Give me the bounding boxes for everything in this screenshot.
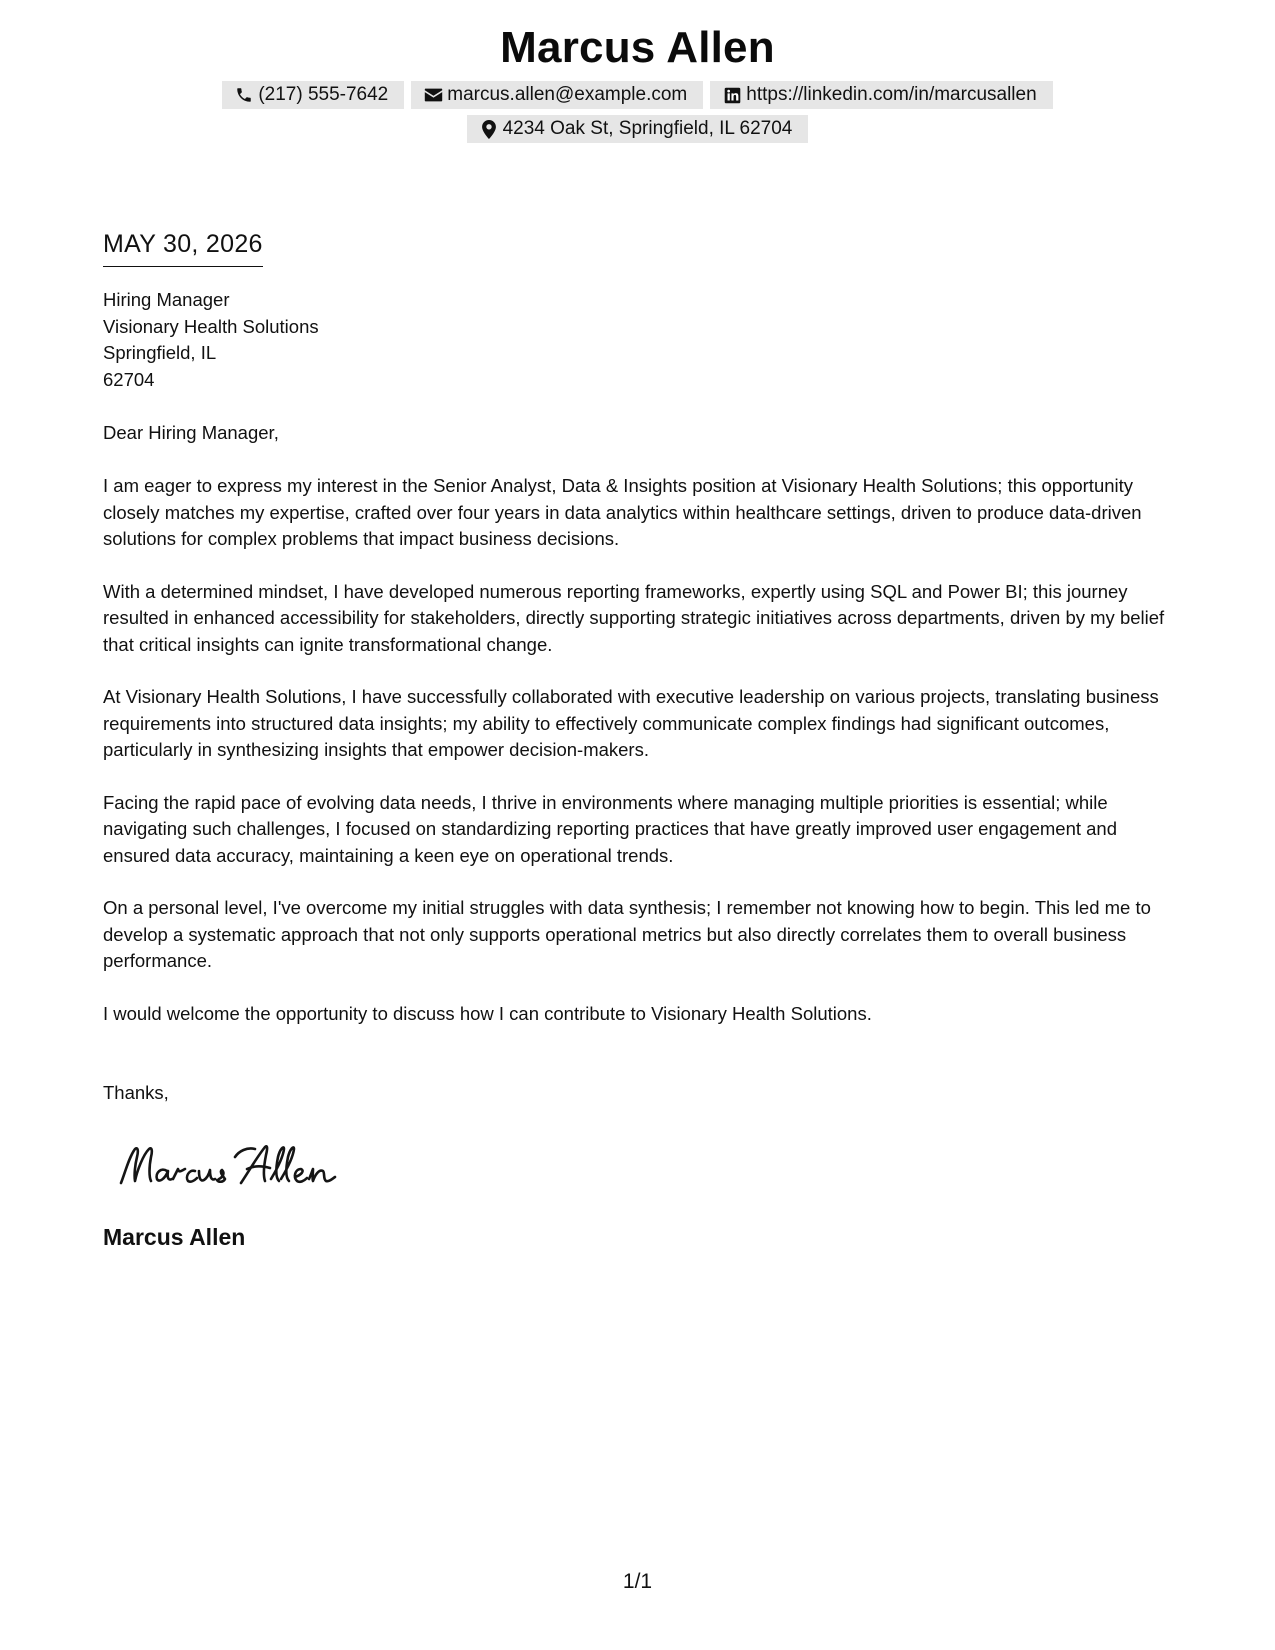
- body-paragraph: I would welcome the opportunity to discuss how I can contribute to Visionary Health Solutions.: [103, 1002, 872, 1024]
- map-marker-icon: [479, 119, 499, 139]
- letter-date: MAY 30, 2026: [103, 228, 263, 267]
- phone-chip: [222, 81, 404, 109]
- recipient-address-block: [103, 287, 319, 393]
- address-text: 4234 Oak St, Springfield, IL 62704: [502, 118, 793, 139]
- body-paragraph: At Visionary Health Solutions, I have successfully collaborated with executive leadership on various projects, translating business requirements into structured data insights; my ability to effectively communicate complex findings had significant outcomes, particularly in synthesizing insights that empower decision-makers.: [103, 686, 1159, 760]
- recipient-city-state: Springfield, IL: [103, 342, 217, 363]
- salutation: Dear Hiring Manager,: [103, 422, 279, 443]
- handwritten-signature: [115, 1135, 355, 1195]
- recipient-zip: 62704: [103, 368, 155, 390]
- body-paragraph: I am eager to express my interest in the Senior Analyst, Data & Insights position at Visionary Health Solutions; this opportunity closely matches my expertise, crafted over four years in data analytics within healthcare settings, driven to produce data-driven solutions for complex problems that impact business decisions.: [103, 475, 1142, 549]
- recipient-title: Hiring Manager: [103, 289, 230, 310]
- recipient-company: Visionary Health Solutions: [103, 315, 319, 337]
- letter-body: [103, 473, 1183, 1053]
- contact-info-row: [0, 81, 1275, 109]
- phone-icon: [234, 85, 254, 105]
- applicant-name-heading: Marcus Allen: [500, 23, 775, 72]
- linkedin-icon: [722, 85, 742, 105]
- body-paragraph: Facing the rapid pace of evolving data needs, I thrive in environments where managing multiple priorities is essential; while navigating such challenges, I focused on standardizing reporting practices that have greatly improved user engagement and ensured data accuracy, maintaining a keen eye on operational trends.: [103, 791, 1118, 866]
- phone-text: (217) 555-7642: [258, 84, 389, 105]
- page-indicator: 1/1: [622, 1570, 653, 1593]
- body-paragraph: On a personal level, I've overcome my initial struggles with data synthesis; I remember not knowing how to begin. This led me to develop a systematic approach that not only supports operational metrics but also directly correlates them to overall business performance.: [103, 897, 1151, 971]
- address-chip: [467, 115, 809, 143]
- envelope-icon: [423, 85, 443, 105]
- body-paragraph: With a determined mindset, I have developed numerous reporting frameworks, expertly using SQL and Power BI; this journey resulted in enhanced accessibility for stakeholders, directly supporting strategic initiatives across departments, driven by my belief that critical insights can ignite transformational change.: [103, 580, 1165, 655]
- linkedin-text: https://linkedin.com/in/marcusallen: [746, 84, 1037, 105]
- signer-name: Marcus Allen: [103, 1224, 246, 1250]
- closing-line: Thanks,: [103, 1082, 169, 1103]
- email-chip: [411, 81, 703, 109]
- email-text: marcus.allen@example.com: [447, 84, 688, 105]
- linkedin-chip: [710, 81, 1052, 109]
- address-row: [0, 115, 1275, 143]
